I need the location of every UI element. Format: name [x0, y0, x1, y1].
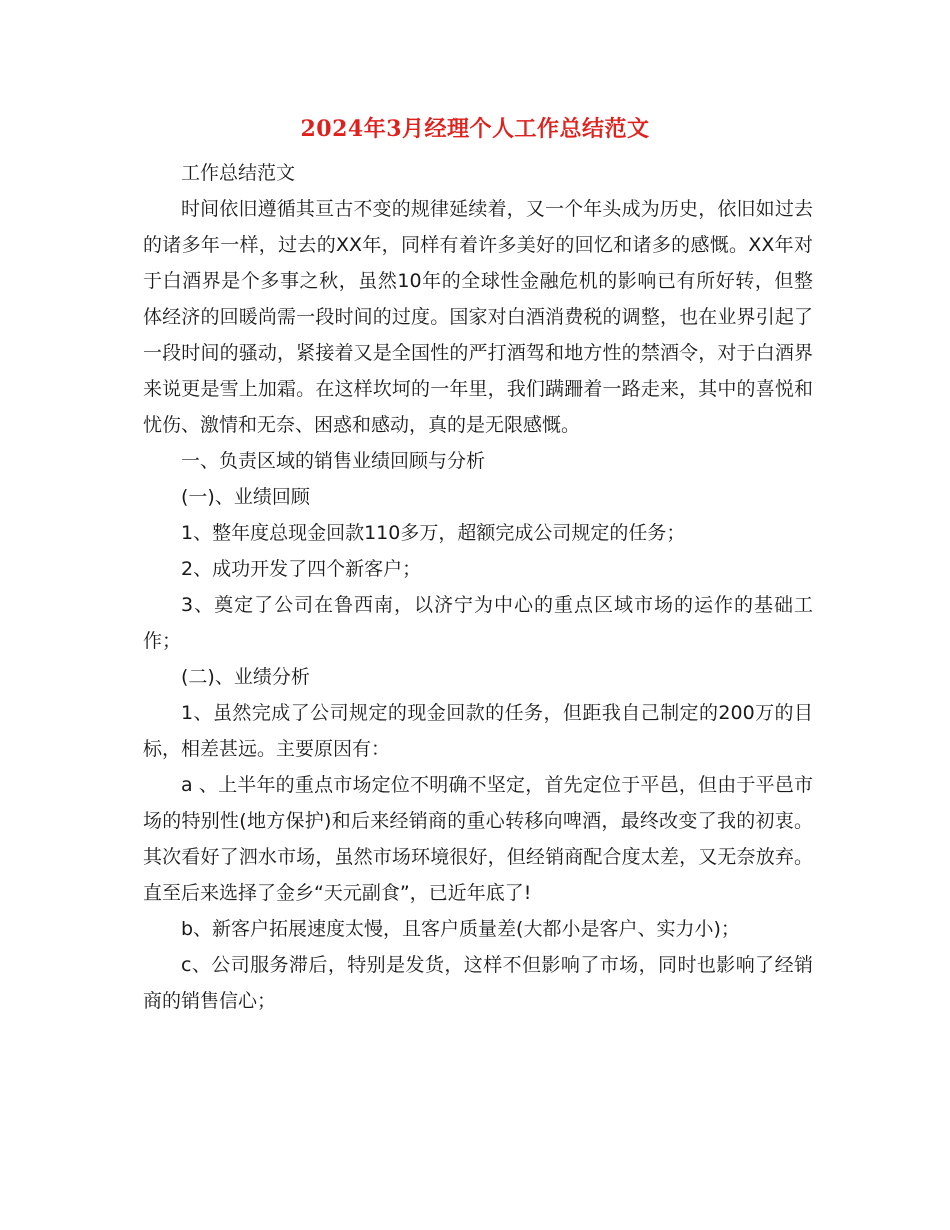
section-heading-review-analysis: 一、负责区域的销售业绩回顾与分析	[181, 450, 486, 472]
paragraph-heading-label: 工作总结范文	[181, 162, 296, 184]
list-item-foundation-work: 3、奠定了公司在鲁西南，以济宁为中心的重点区域市场的运作的基础工作；	[143, 594, 813, 652]
document-body	[143, 155, 813, 1019]
list-item-cash-collection: 1、整年度总现金回款110多万，超额完成公司规定的任务；	[181, 522, 686, 544]
list-item-reason-c: c、公司服务滞后，特别是发货，这样不但影响了市场，同时也影响了经销商的销售信心；	[143, 954, 813, 1012]
document-title: 2024年3月经理个人工作总结范文	[300, 116, 650, 142]
list-item-reason-a: a 、上半年的重点市场定位不明确不坚定，首先定位于平邑，但由于平邑市场的特别性(地方保护)和后来经销商的重心转移向啤酒，最终改变了我的初衷。其次看好了泗水市场，虽然市场环境很好，但经销商配合度太差，又无奈放弃。直至后来选择了金乡“天元副食”，已近年底了!	[143, 774, 813, 904]
subsection-heading-analysis: (二)、业绩分析	[181, 666, 310, 688]
list-item-target-gap: 1、虽然完成了公司规定的现金回款的任务，但距我自己制定的200万的目标，相差甚远。主要原因有：	[143, 702, 813, 760]
paragraph-intro: 时间依旧遵循其亘古不变的规律延续着，又一个年头成为历史，依旧如过去的诸多年一样，过去的XX年，同样有着许多美好的回忆和诸多的感慨。XX年对于白酒界是个多事之秋，虽然10年的全球性金融危机的影响已有所好转，但整体经济的回暖尚需一段时间的过度。国家对白酒消费税的调整，也在业界引起了一段时间的骚动，紧接着又是全国性的严打酒驾和地方性的禁酒令，对于白酒界来说更是雪上加霜。在这样坎坷的一年里，我们蹒跚着一路走来，其中的喜悦和忧伤、激情和无奈、困惑和感动，真的是无限感慨。	[143, 198, 813, 436]
list-item-new-customers: 2、成功开发了四个新客户；	[181, 558, 422, 580]
subsection-heading-review: (一)、业绩回顾	[181, 486, 310, 508]
list-item-reason-b: b、新客户拓展速度太慢，且客户质量差(大都小是客户、实力小)；	[181, 918, 740, 940]
